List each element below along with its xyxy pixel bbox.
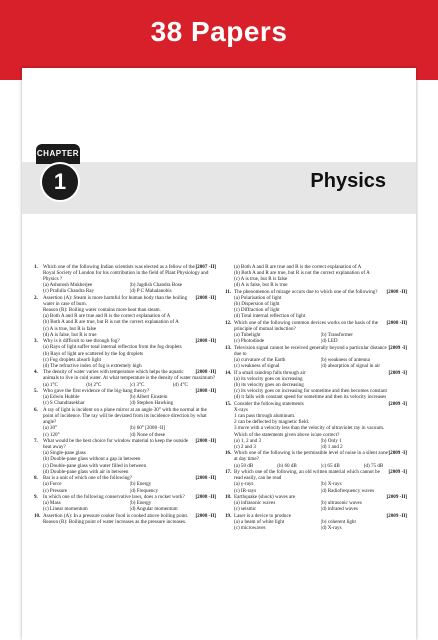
option: 3 move with a velocity less than the velocity of ultraviolet ray in vacuum. — [234, 425, 385, 432]
question-body — [234, 345, 407, 369]
question-body — [43, 475, 216, 493]
question-body — [43, 438, 216, 475]
option: (b) Rays of light are scattered by the fog droplets — [43, 350, 144, 357]
option: (b) Transformer — [320, 332, 353, 339]
question-body — [43, 388, 216, 406]
option: (c) Prafulla Chandra Ray — [43, 288, 95, 295]
question-text: [2009 -I] Which one of the following is the permissible level of noise in a silent zone at day time? — [234, 450, 407, 463]
option: (a) Both A and R are true and R is the correct explanation of A — [43, 313, 171, 320]
option: (d) it falls with constant speed for sometime and then its velocity increases — [234, 394, 387, 401]
question-year: [2008 -II] — [386, 320, 407, 327]
question-year: [2009 -II] — [386, 494, 407, 501]
option: (b) Both A and R are true, but R is not the correct explanation of A — [43, 319, 179, 326]
question-number: 16. — [225, 450, 232, 457]
option: (d) The refractive index of fog is extremely high — [43, 362, 142, 369]
question-number: 14. — [225, 369, 232, 376]
option: Which of the statements given above is/are correct? — [234, 431, 340, 438]
option: 2 can be deflected by magnetic field. — [234, 419, 310, 426]
question-number: 12. — [225, 320, 232, 327]
options-grid — [234, 357, 407, 369]
option: (d) 1 and 2 — [320, 443, 343, 450]
question-body — [43, 369, 216, 387]
question-item — [225, 345, 407, 369]
option: (b) weakness of antenna — [320, 357, 370, 364]
chapter-number: 1 — [40, 162, 80, 202]
option: (a) Rays of light suffer total internal reflection from the fog droplets — [43, 344, 182, 351]
question-extra: X-rays — [234, 407, 248, 414]
question-item — [225, 469, 407, 493]
option: (c) its velocity goes on increasing for sometime and then becomes constant — [234, 388, 387, 395]
question-text: [2008 -II] Assertion (A): Steam is more harmful for human body than the boiling water in case of burn. — [43, 295, 216, 308]
question-number: 1. — [34, 264, 38, 270]
question-body — [234, 370, 407, 400]
question-item — [34, 494, 216, 512]
question-item — [225, 370, 407, 400]
chapter-title: Physics — [310, 170, 386, 192]
options-grid — [43, 425, 216, 437]
option: (b) Albert Einstein — [129, 394, 168, 401]
options-grid — [43, 481, 216, 493]
question-text: [2009 -I] By which one of the following, an old written material which cannot be read easily, can be read — [234, 469, 407, 482]
option: (b) 60° [2008 -II] — [129, 425, 166, 432]
question-year: [2009 -I] — [388, 450, 407, 457]
question-number: 7. — [34, 438, 38, 445]
question-number: 19. — [225, 513, 232, 520]
question-body — [234, 401, 407, 450]
question-item — [34, 513, 216, 525]
option: (b) Double-pane glass without a gap in between — [43, 456, 141, 463]
question-text: [2009 -I] Consider the following statements — [234, 401, 407, 408]
option: (a) curvature of the Earth — [234, 357, 286, 364]
option: (b) Dispersion of light — [234, 301, 280, 308]
question-body — [43, 513, 216, 525]
option: (a) a beam of white light — [234, 519, 285, 526]
option: (b) Energy — [129, 481, 152, 488]
option: (d) 4°C — [172, 381, 188, 388]
option: (d) infrared waves — [320, 506, 358, 513]
question-extra: Reason (R): Boiling point of water increases as the pressure increases. — [43, 519, 187, 526]
question-number: 9. — [34, 494, 38, 501]
option: (a) Edwin Hubble — [43, 394, 80, 401]
question-body — [234, 289, 407, 319]
options-grid — [234, 463, 407, 469]
question-text: [2008 -II] The density of water varies with temperature which helps the aquatic animals to live in cold water. At what temperature is the density of water maximum? — [43, 369, 216, 382]
option: (d) absorption of signal in air — [320, 363, 381, 370]
question-text: [2008 -II] Bar is a unit of which one of the following? — [43, 475, 216, 482]
options-grid — [234, 519, 407, 531]
option: (c) IR-rays — [234, 487, 257, 494]
options-grid — [234, 438, 407, 450]
question-item — [225, 264, 407, 288]
option: (a) its velocity goes on increasing — [234, 376, 303, 383]
option: (c) weakness of signal — [234, 363, 280, 370]
question-item — [225, 513, 407, 531]
option: (a) 1°C — [43, 381, 58, 388]
option: (b) Energy — [129, 500, 152, 507]
option: (a) Ashutosh Mukherjee — [43, 282, 93, 289]
option: (d) Radiofrequency waves — [320, 487, 375, 494]
option: (c) seismic — [234, 506, 257, 513]
question-year: [2008 -II] — [386, 288, 407, 295]
question-item — [225, 289, 407, 319]
option: (a) Single-pane glass — [43, 450, 86, 457]
options-grid — [43, 382, 216, 388]
question-item — [34, 407, 216, 437]
left-column — [34, 264, 216, 526]
question-body — [43, 264, 216, 294]
option: (c) Photodiode — [234, 338, 265, 345]
option: (c) S Chandrasekhar — [43, 400, 85, 407]
question-body — [43, 295, 216, 338]
option: (b) X-rays — [320, 481, 342, 488]
option: (b) ultrasonic waves — [320, 500, 362, 507]
question-text: A ray of light is incident on a plane mirror at an angle 30° with the normal at the point of incidence. The ray will be deviated from its incidence direction by what angle? — [43, 407, 207, 426]
question-extra: Reason (R): Boiling water contains more heat than steam. — [43, 307, 161, 314]
question-year: [2009 -I] — [388, 401, 407, 408]
question-text: [2009 -II] Earthquake (shock) waves are — [234, 494, 407, 501]
question-number: 11. — [225, 288, 232, 295]
question-item — [34, 264, 216, 294]
option: (d) Stephen Hawking — [129, 400, 174, 407]
option: (a) infrasonic waves — [234, 500, 276, 507]
question-text: [2007 -II] Which one of the following Indian scientists was elected as a fellow of the Royal Society of London for his contribution in the field of Plant Physiology and Physics ? — [43, 264, 216, 283]
option: (d) A is false, but R is true — [234, 282, 288, 289]
option: (a) Mass — [43, 500, 61, 507]
question-year: [2009 -I] — [388, 345, 407, 351]
option: (c) Pressure — [43, 487, 68, 494]
option: (a) 1, 2 and 3 — [234, 437, 262, 444]
options-grid — [43, 500, 216, 512]
question-body — [234, 513, 407, 531]
option: (a) Tubelight — [234, 332, 261, 339]
option: (a) Polarisation of light — [234, 295, 282, 302]
chapter-badge — [36, 144, 80, 220]
question-text: [2009 -II] Laser is a device to produce — [234, 513, 407, 520]
question-year: [2009 -I] — [388, 469, 407, 476]
option: (d) A is false, but R is true — [43, 331, 97, 338]
question-number: 3. — [34, 338, 38, 345]
question-body — [234, 494, 407, 512]
question-item — [225, 494, 407, 512]
option: (d) X-rays — [320, 525, 342, 532]
question-text: [2009 -I] If a small raindrop falls through air — [234, 369, 407, 376]
question-body — [234, 469, 407, 493]
question-text: [2008 -II] Which one of the following common devices works on the basis of the principle of mutual induction? — [234, 320, 407, 333]
question-body — [234, 264, 407, 288]
options-grid — [234, 500, 407, 512]
question-body — [43, 338, 216, 368]
option: (a) 30° — [43, 425, 58, 432]
question-body — [43, 407, 216, 437]
question-number: 10. — [34, 513, 41, 520]
option: (a) γ-rays — [234, 481, 254, 488]
question-number: 4. — [34, 369, 38, 376]
option: (d) None of these — [129, 431, 166, 438]
option: (c) 3°C — [129, 381, 145, 388]
question-year: [2009 -I] — [388, 369, 407, 376]
option: (d) Frequency — [129, 487, 159, 494]
option: (c) 120° — [43, 431, 60, 438]
question-year: [2008 -II] — [195, 494, 216, 501]
question-year: [2009 -II] — [386, 513, 407, 520]
question-number: 17. — [225, 469, 232, 476]
question-number: 5. — [34, 388, 38, 395]
question-item — [225, 320, 407, 344]
question-item — [34, 388, 216, 406]
question-number — [225, 264, 234, 288]
option: (b) 2°C — [86, 381, 102, 388]
question-text: [2008 -II] In which one of the following conservative laws, does a rocket work? — [43, 494, 216, 501]
option: (c) 65 dB — [320, 462, 340, 469]
option: (d) LED — [320, 338, 338, 345]
question-number: 6. — [34, 407, 38, 414]
question-item — [34, 438, 216, 475]
option: (c) Diffraction of light — [234, 307, 280, 314]
document-page — [22, 68, 416, 640]
question-number: 2. — [34, 295, 38, 302]
option: (c) A is true, but R is false — [43, 325, 97, 332]
question-year: [2008 -II] — [195, 338, 216, 345]
option: (b) coherent light — [320, 519, 356, 526]
page-title: 38 Papers — [150, 16, 288, 47]
options-grid — [234, 332, 407, 344]
question-year: [2008 -II] — [195, 438, 216, 445]
question-number: 13. — [225, 345, 232, 351]
option: 1 can pass through aluminum. — [234, 413, 296, 420]
option: (d) Angular momentum — [129, 506, 178, 513]
question-text: [2008 -II] Why is it difficult to see through fog? — [43, 338, 216, 345]
question-text: [2008 -II] The phenomenon of mirage occurs due to which one of the following? — [234, 288, 407, 295]
question-text: [2009 -I] Television signal cannot be received generally beyond a particular distance due to — [234, 345, 407, 358]
options-grid — [234, 481, 407, 493]
question-item — [34, 475, 216, 493]
option: (d) 75 dB — [363, 462, 384, 469]
option: (c) Double-pane glass with water filled in between — [43, 462, 147, 469]
options-grid — [43, 282, 216, 294]
question-item — [34, 295, 216, 338]
option: (d) Double-pane glass with air in between — [43, 468, 129, 475]
question-text: [2008 -II] Who gave the first evidence of the big-bang theory? — [43, 388, 216, 395]
option: (a) 50 dB — [234, 462, 254, 469]
option: (b) Only 1 — [320, 437, 342, 444]
chapter-label: CHAPTER — [36, 144, 80, 164]
option: (b) its velocity goes on decreasing — [234, 382, 304, 389]
question-year: [2008 -II] — [195, 388, 216, 395]
question-body — [43, 494, 216, 512]
question-text: [2008 -II] What would be the best choice for window material to keep the outside heat away? — [43, 438, 216, 451]
question-number: 8. — [34, 475, 38, 482]
question-year: [2008 -II] — [195, 513, 216, 520]
option: (d) P C Mahalanobis — [129, 288, 172, 295]
option: (c) 2 and 3 — [234, 443, 256, 450]
option: (c) A is true, but R is false — [234, 276, 288, 283]
question-item — [34, 369, 216, 387]
question-text: [2008 -II] Assertion (A): In a pressure cooker food is cooked above boiling point. — [43, 513, 216, 520]
option: (b) Jagdish Chandra Bose — [129, 282, 182, 289]
question-body — [234, 450, 407, 468]
options-grid — [43, 394, 216, 406]
right-column — [225, 264, 407, 532]
option: (a) Force — [43, 481, 62, 488]
option: (b) Both A and R are true, but R is not the correct explanation of A — [234, 270, 370, 277]
question-year: [2008 -II] — [195, 475, 216, 482]
question-item — [34, 338, 216, 368]
option: (c) Linear momentum — [43, 506, 88, 513]
option: (a) Both A and R are true and R is the correct explanation of A — [234, 264, 362, 270]
question-item — [225, 401, 407, 450]
question-year: [2007 -II] — [195, 264, 216, 270]
option: (d) Total internal reflection of light — [234, 313, 306, 320]
question-number: 15. — [225, 401, 232, 408]
option: (b) 60 dB — [277, 462, 297, 469]
option: (c) microwaves — [234, 525, 266, 532]
question-year: [2008 -II] — [195, 295, 216, 302]
question-year: [2008 -II] — [195, 369, 216, 376]
option: (c) Fog droplets absorb light — [43, 356, 102, 363]
question-number: 18. — [225, 494, 232, 501]
question-body — [234, 320, 407, 344]
question-item — [225, 450, 407, 468]
